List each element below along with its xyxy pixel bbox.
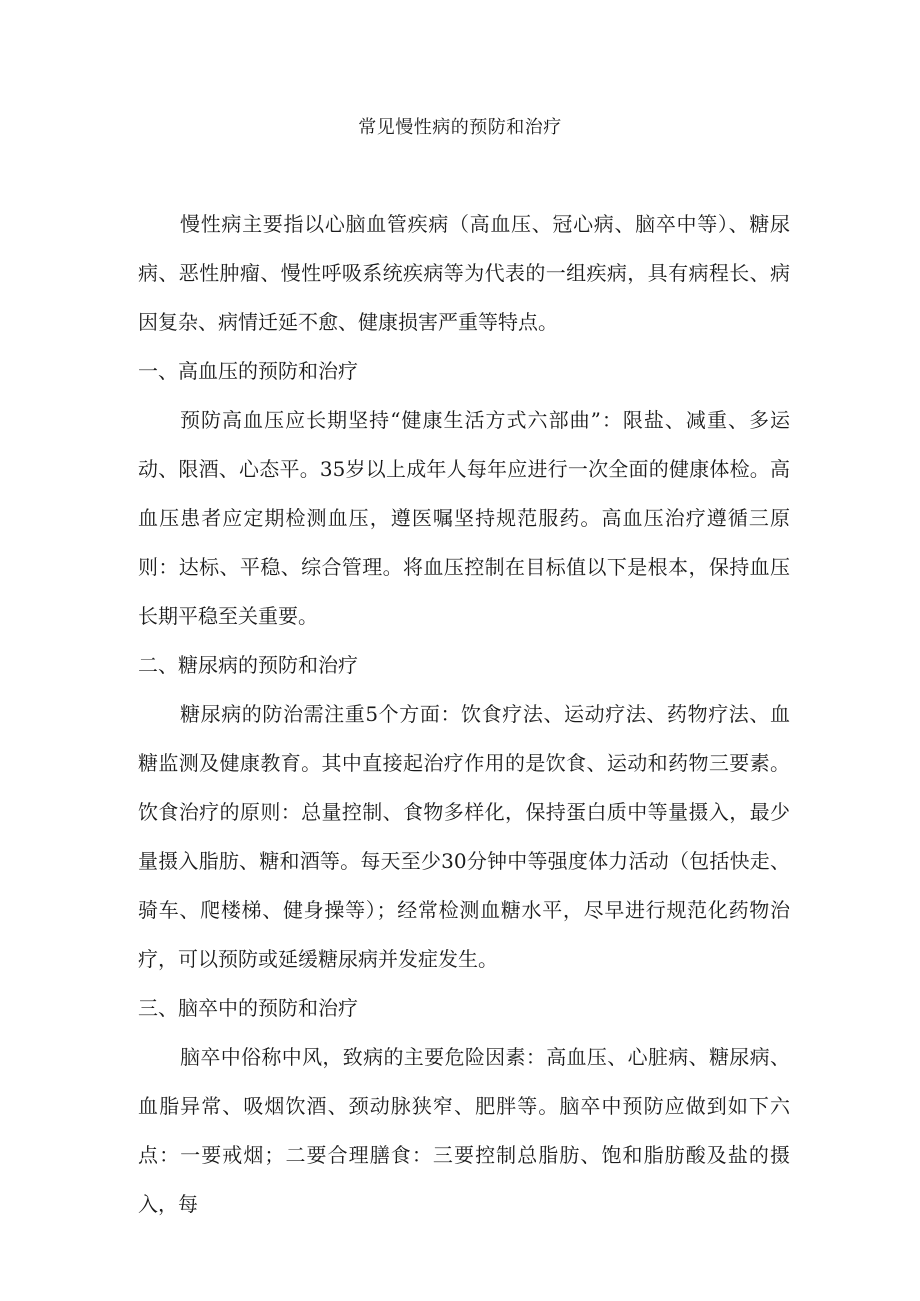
- section-body-hypertension: 预防高血压应长期坚持“健康生活方式六部曲”：限盐、减重、多运动、限酒、心态平。35岁以上成年人每年应进行一次全面的健康体检。高血压患者应定期检测血压，遵医嘱坚持规范服药。高血压治疗遵循三原则：达标、平稳、综合管理。将血压控制在目标值以下是根本，保持血压长期平稳至关重要。: [138, 408, 790, 628]
- section-heading-stroke: 三、脑卒中的预防和治疗: [138, 996, 358, 1020]
- section-heading-hypertension: 一、高血压的预防和治疗: [138, 359, 358, 383]
- intro-paragraph: 慢性病主要指以心脑血管疾病（高血压、冠心病、脑卒中等）、糖尿病、恶性肿瘤、慢性呼吸系统疾病等为代表的一组疾病，具有病程长、病因复杂、病情迁延不愈、健康损害严重等特点。: [138, 212, 790, 334]
- section-heading-diabetes: 二、糖尿病的预防和治疗: [138, 653, 358, 677]
- section-body-stroke: 脑卒中俗称中风，致病的主要危险因素：高血压、心脏病、糖尿病、血脂异常、吸烟饮酒、颈动脉狭窄、肥胖等。脑卒中预防应做到如下六点：一要戒烟；二要合理膳食：三要控制总脂肪、饱和脂肪酸及盐的摄入，每: [138, 1045, 790, 1216]
- section-body-diabetes: 糖尿病的防治需注重5个方面：饮食疗法、运动疗法、药物疗法、血糖监测及健康教育。其中直接起治疗作用的是饮食、运动和药物三要素。饮食治疗的原则：总量控制、食物多样化，保持蛋白质中等量摄入，最少量摄入脂肪、糖和酒等。每天至少30分钟中等强度体力活动（包括快走、骑车、爬楼梯、健身操等）；经常检测血糖水平，尽早进行规范化药物治疗，可以预防或延缓糖尿病并发症发生。: [138, 702, 790, 971]
- document-body: [138, 200, 790, 1229]
- document-title: 常见慢性病的预防和治疗: [358, 117, 562, 138]
